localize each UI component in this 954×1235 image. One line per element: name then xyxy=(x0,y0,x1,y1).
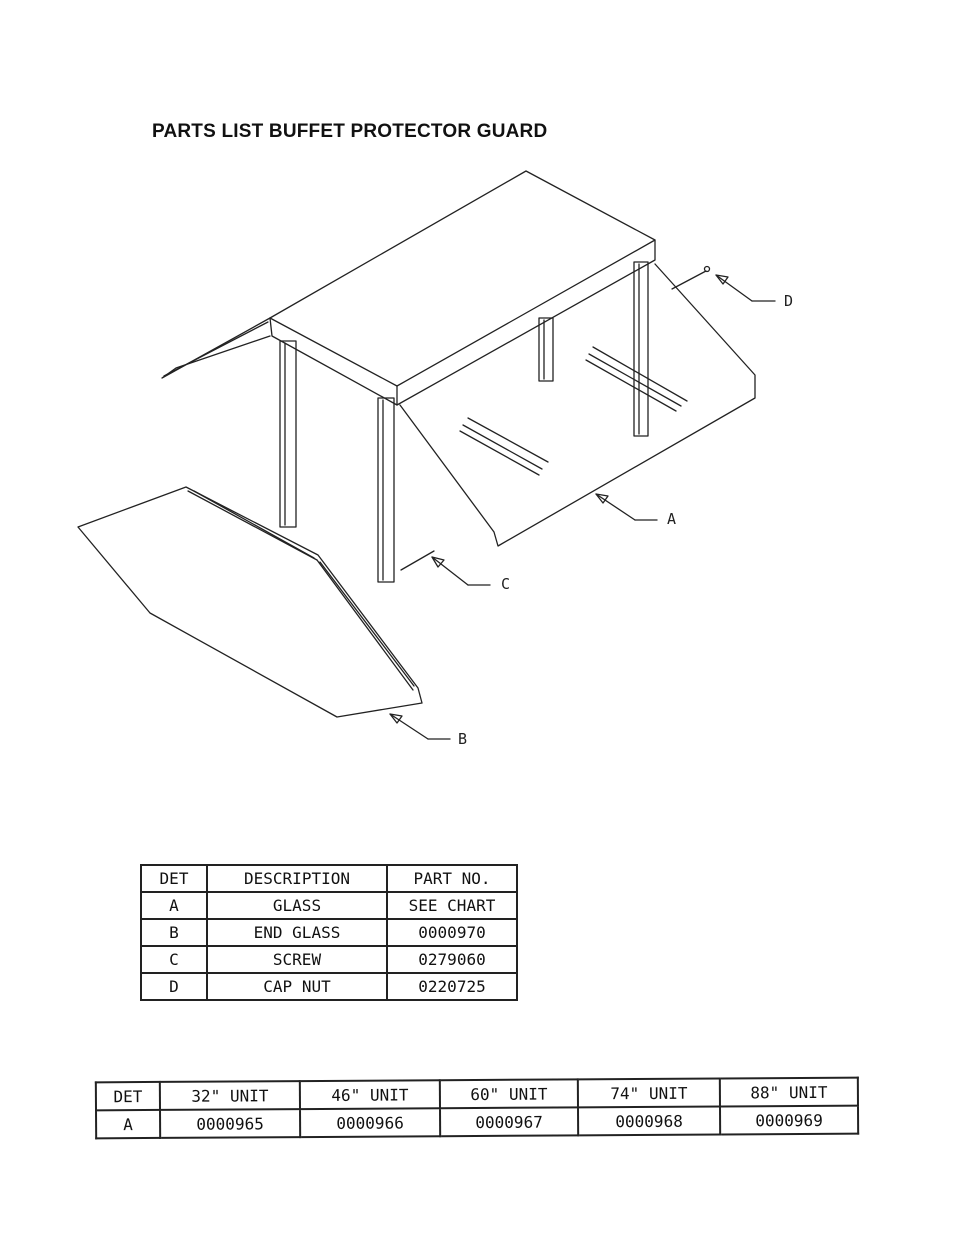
callout-b: B xyxy=(458,730,468,748)
table-row xyxy=(141,919,517,946)
cell-description: SCREW xyxy=(207,946,387,973)
leader-arrows xyxy=(390,275,775,739)
cell-description: CAP NUT xyxy=(207,973,387,1000)
cell-part-no: 0000970 xyxy=(387,919,517,946)
cell-88-unit: 0000969 xyxy=(720,1106,858,1135)
cell-description: GLASS xyxy=(207,892,387,919)
cell-det: B xyxy=(141,919,207,946)
cell-det: A xyxy=(141,892,207,919)
callout-d: D xyxy=(784,292,794,310)
cell-part-no: 0220725 xyxy=(387,973,517,1000)
header-74-unit: 74" UNIT xyxy=(578,1079,720,1108)
cell-det: A xyxy=(96,1110,160,1138)
cell-74-unit: 0000968 xyxy=(578,1107,720,1136)
unit-chart-table xyxy=(95,1077,859,1140)
header-det: DET xyxy=(96,1082,160,1110)
screw-c xyxy=(401,551,434,570)
cell-description: END GLASS xyxy=(207,919,387,946)
table-header-row xyxy=(141,865,517,892)
front-glass-a xyxy=(400,264,755,546)
cell-60-unit: 0000967 xyxy=(440,1107,578,1136)
cell-part-no: SEE CHART xyxy=(387,892,517,919)
header-part-no: PART NO. xyxy=(387,865,517,892)
cell-det: D xyxy=(141,973,207,1000)
parts-list-table xyxy=(140,864,518,1001)
header-32-unit: 32" UNIT xyxy=(160,1081,300,1110)
cell-46-unit: 0000966 xyxy=(300,1108,440,1137)
header-det: DET xyxy=(141,865,207,892)
page-title: PARTS LIST BUFFET PROTECTOR GUARD xyxy=(152,121,548,142)
table-row xyxy=(141,946,517,973)
header-88-unit: 88" UNIT xyxy=(720,1078,858,1107)
cap-nut-d xyxy=(705,267,710,272)
header-description: DESCRIPTION xyxy=(207,865,387,892)
table-row xyxy=(141,892,517,919)
top-shelf xyxy=(162,171,655,405)
end-glass-b xyxy=(78,487,422,717)
header-46-unit: 46" UNIT xyxy=(300,1080,440,1109)
cell-part-no: 0279060 xyxy=(387,946,517,973)
cell-32-unit: 0000965 xyxy=(160,1109,300,1138)
table-row xyxy=(96,1106,858,1139)
callout-a: A xyxy=(667,510,677,528)
table-row xyxy=(141,973,517,1000)
support-posts xyxy=(280,262,648,582)
header-60-unit: 60" UNIT xyxy=(440,1079,578,1108)
cell-det: C xyxy=(141,946,207,973)
callout-c: C xyxy=(501,575,511,593)
